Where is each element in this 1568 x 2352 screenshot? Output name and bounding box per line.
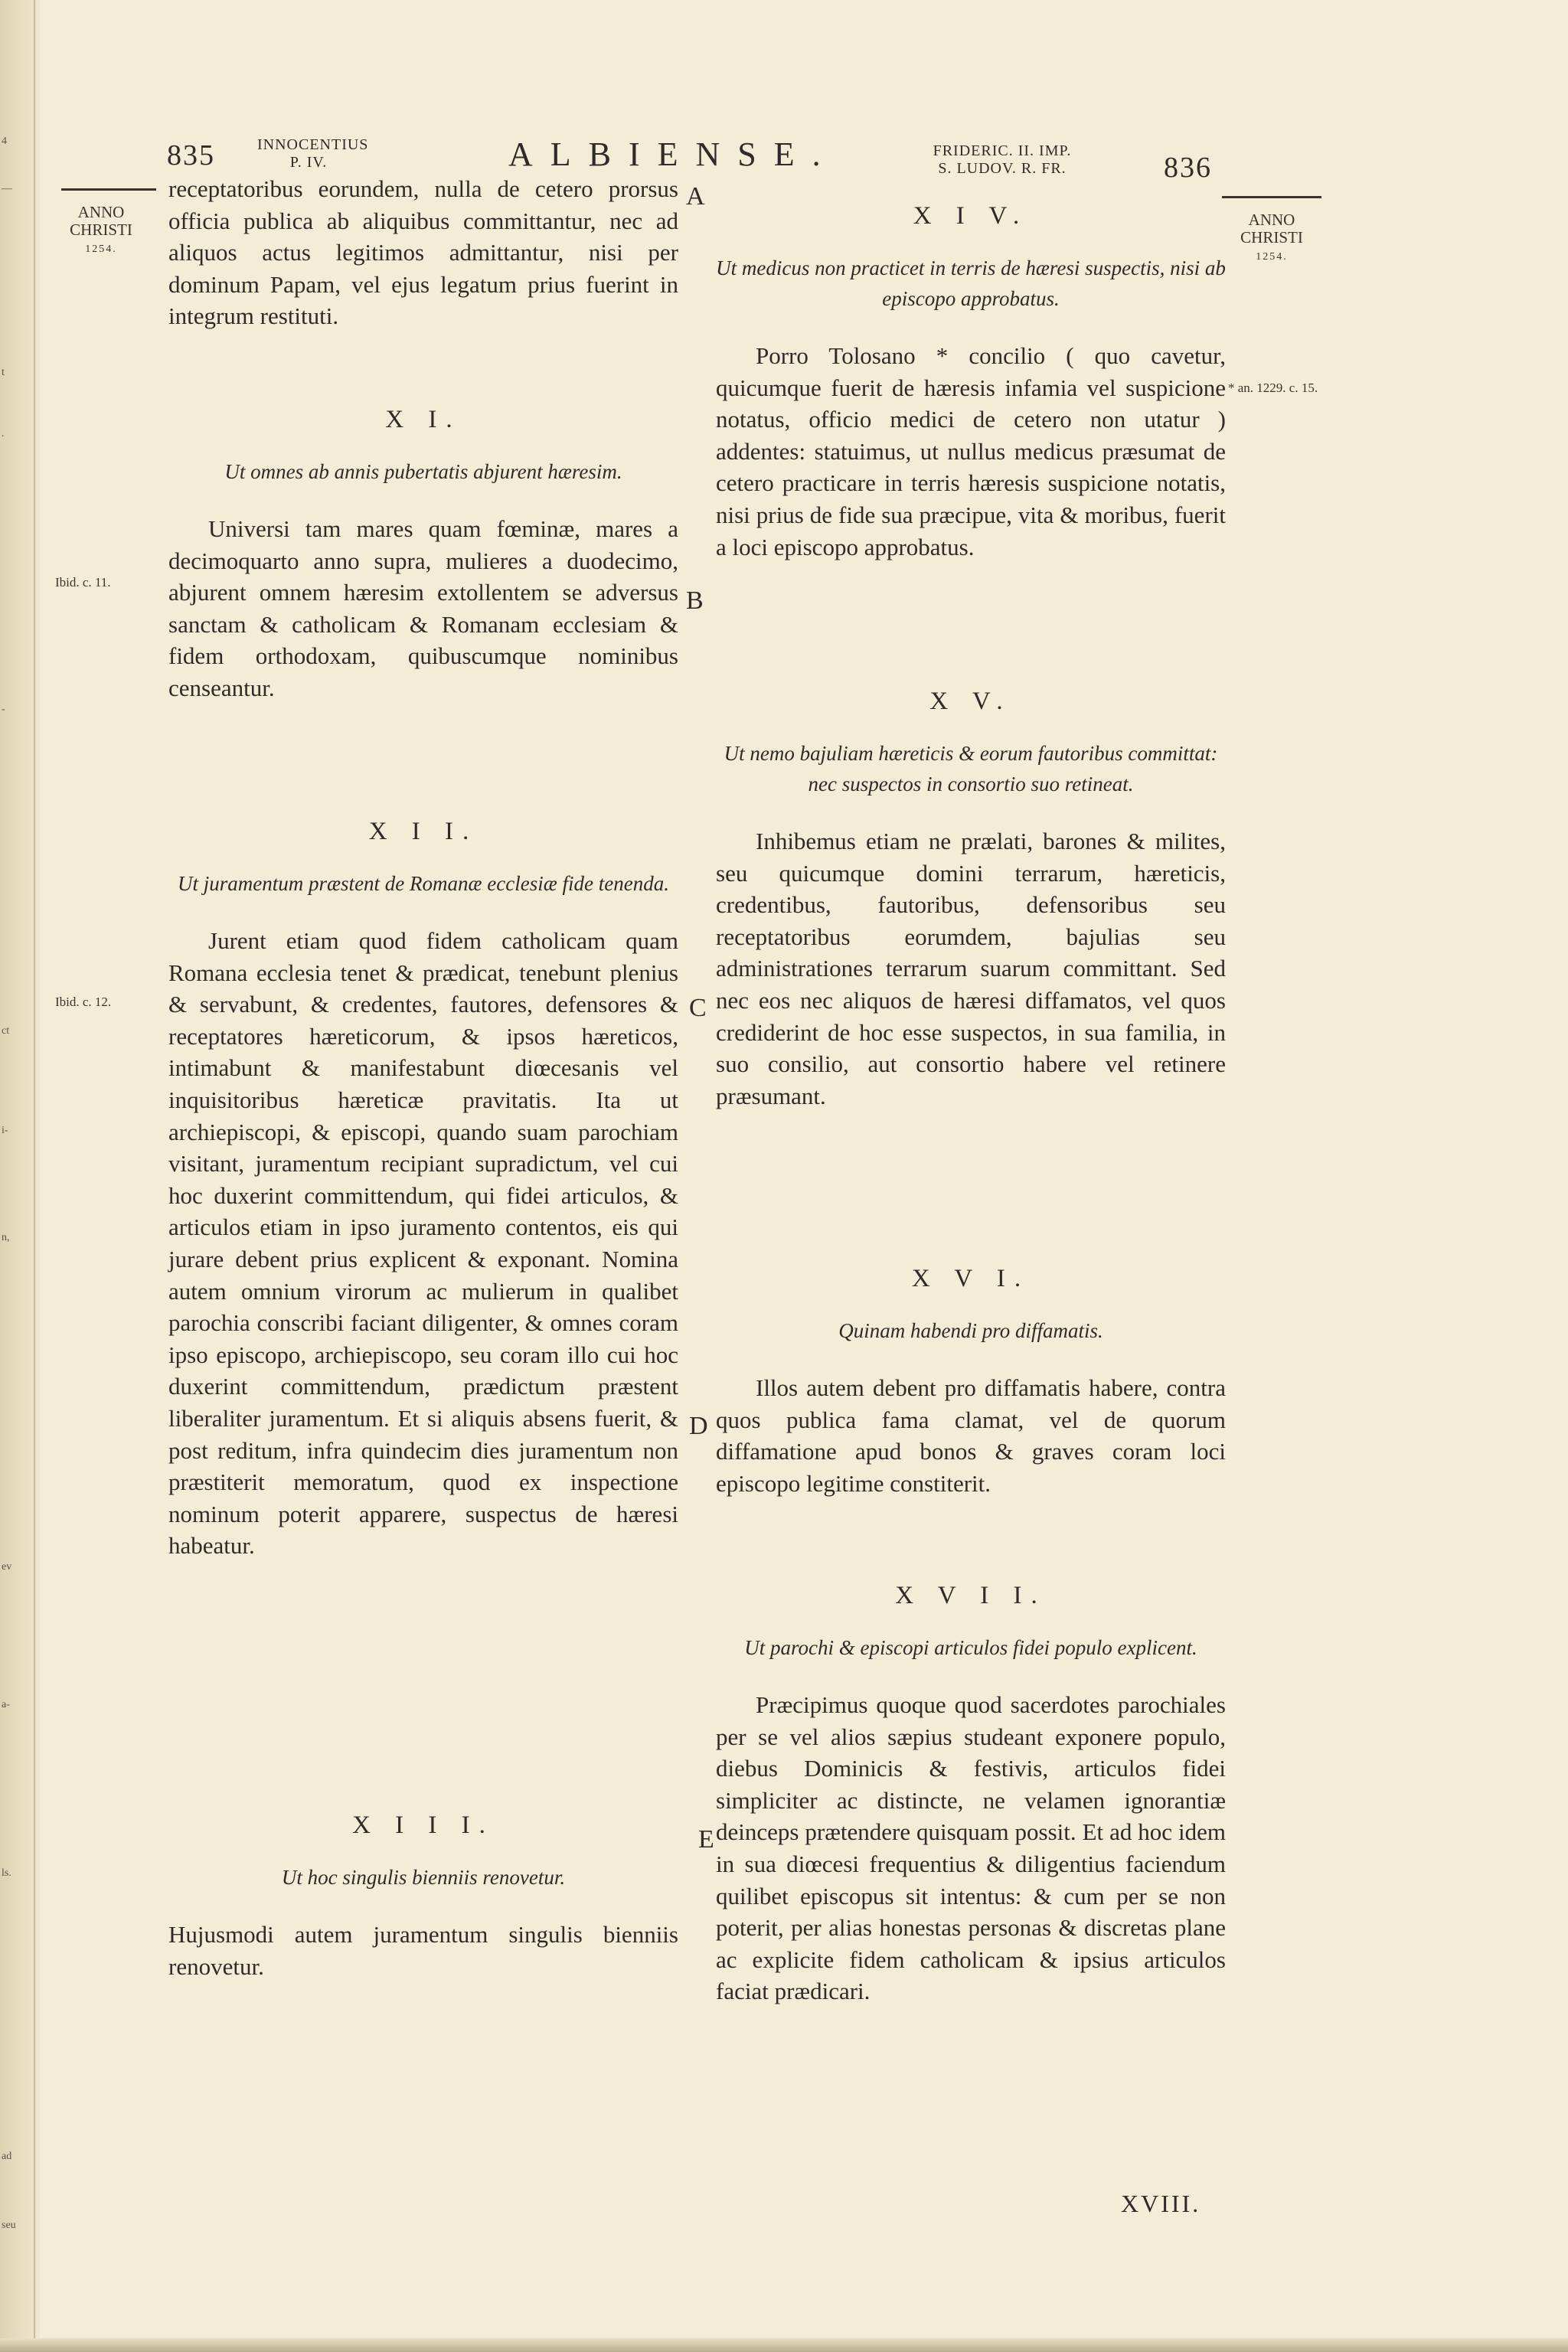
section-body: Jurent etiam quod fidem catholicam quam Romana ecclesia tenet & prædicat, tenebunt plenius & servabunt, & credentes, fautores, defensores & receptatores hæreticorum, & ipsos hæreticos, intimabunt & manifestabunt diœcesanis vel inquisitoribus hæreticæ pravitatis. Ita ut archiepiscopi, & episcopi, quando suam parochiam visitant, juramentum recipiant supradictum, vel cui hoc duxerint committendum, qui fidei articulos, & articulos etiam in ipso juramento contentos, eis qui jurare debent prius explicent & exponant. Nomina autem omnium virorum ac mulierum in qualibet parochia conscribi faciant diligenter, & omnes coram ipso episcopo, archiepiscopo, seu coram illo cui hoc duxerint committendum, prædictum præstent liberaliter juramentum. Et si aliquis absens fuerit, & post reditum, infra quindecim dies juramentum non præstiterit memoratum, quod ex inspectione nominum poterit apparere, suspectus de hæresi habeatur. xyxy=(168,927,678,1560)
gutter-mark: i- xyxy=(2,1125,8,1136)
section-body: Præcipimus quoque quod sacerdotes parochiales per se vel alios sæpius studeant exponere populo, diebus Dominicis & festivis, articulos fidei simpliciter ac distincte, ne velamen ignorantiæ deinceps prætendere quisquam possit. Et ad hoc idem in sua diœcesi frequentius & diligentius faciendum quilibet episcopus sit intentus: & cum per se non poterit, per alias honestas personas & discretas plane ac explicite fidem catholicam & ipsius articulos faciat prædicari. xyxy=(716,1691,1226,2005)
christi-label: CHRISTI xyxy=(1240,228,1303,247)
left-header-rule xyxy=(61,188,156,191)
section-body: Hujusmodi autem juramentum singulis bienniis renovetur. xyxy=(168,1921,678,1980)
section-number: X I V. xyxy=(913,202,1029,230)
section-xvi xyxy=(716,1263,1226,1499)
year-label: 1254. xyxy=(85,243,117,255)
gutter-mark: t xyxy=(2,367,5,378)
gutter-mark: 4 xyxy=(2,136,7,147)
section-xi xyxy=(168,404,678,704)
section-letter-e: E xyxy=(698,1825,714,1854)
page-title: ALBIENSE. xyxy=(508,136,838,173)
left-running-head xyxy=(257,136,369,172)
gutter-mark: ev xyxy=(2,1561,12,1573)
section-letter-a: A xyxy=(686,182,705,211)
section-number: X I I. xyxy=(368,818,479,845)
gutter-mark: . xyxy=(2,428,5,439)
margin-note-ibid-12: Ibid. c. 12. xyxy=(55,995,112,1009)
left-anno-christi xyxy=(60,204,142,256)
section-xvii xyxy=(716,1580,1226,2007)
section-xiv xyxy=(716,201,1226,563)
section-number: X I. xyxy=(385,406,462,433)
section-title: Ut nemo bajuliam hæreticis & eorum fautoribus committat: nec suspectos in consortio suo retineat. xyxy=(724,742,1218,795)
right-header-rule xyxy=(1222,196,1321,198)
running-head-line: S. LUDOV. R. FR. xyxy=(938,160,1067,177)
margin-note-ibid-11: Ibid. c. 11. xyxy=(55,575,111,590)
running-head-line: FRIDERIC. II. IMP. xyxy=(933,142,1072,159)
gutter-mark: ls. xyxy=(2,1867,11,1879)
section-xii xyxy=(168,816,678,1562)
gutter-mark: n, xyxy=(2,1232,10,1243)
section-number: X V I I. xyxy=(895,1582,1047,1609)
gutter-mark: ad xyxy=(2,2151,12,2162)
gutter-mark: a- xyxy=(2,1699,10,1710)
margin-note-council-1229: * an. 1229. c. 15. xyxy=(1228,381,1318,395)
section-body: Illos autem debent pro diffamatis habere, contra quos publica fama clamat, vel de quorum diffamatione apud bonos & graves coram loci episcopo legitime constiterit. xyxy=(716,1374,1226,1497)
section-body: Universi tam mares quam fœminæ, mares a decimoquarto anno supra, mulieres a duodecimo, abjurent omnem hæresim extollentem se adversus sanctam & catholicam & Romanam ecclesiam & fidem orthodoxam, quibuscumque nominibus censeantur. xyxy=(168,515,678,701)
section-xiii xyxy=(168,1810,678,1982)
section-number: X I I I. xyxy=(352,1811,495,1839)
section-number: X V. xyxy=(929,688,1012,715)
right-anno-christi xyxy=(1228,211,1315,263)
section-xv xyxy=(716,686,1226,1112)
section-letter-b: B xyxy=(686,586,704,615)
section-title: Ut parochi & episcopi articulos fidei populo explicent. xyxy=(744,1636,1197,1659)
section-letter-d: D xyxy=(689,1412,708,1440)
catchword: XVIII. xyxy=(1121,2190,1201,2217)
right-running-head xyxy=(906,142,1098,178)
section-body: Porro Tolosano * concilio ( quo cavetur, quicumque fuerit de hæresis infamia vel suspicione notatus, officio medici de cetero non utatur ) addentes: statuimus, ut nullus medicus præsumat de cetero practicare in terris hæresis suspicione notatis, nisi prius de fide sua præcipue, vita & moribus, fuerit a loci episcopo approbatus. xyxy=(716,342,1226,560)
section-title: Ut juramentum præstent de Romanæ ecclesiæ fide tenenda. xyxy=(178,872,669,895)
section-letter-c: C xyxy=(689,994,707,1022)
gutter-mark: seu xyxy=(2,2220,16,2231)
section-title: Ut medicus non practicet in terris de hæresi suspectis, nisi ab episcopo approbatus. xyxy=(716,256,1226,310)
section-title: Ut hoc singulis bienniis renovetur. xyxy=(281,1866,566,1889)
continuation-paragraph: receptatoribus eorundem, nulla de cetero prorsus officia publica ab aliquibus committantur, nec ad aliquos actus legitimos admittantur, nisi per dominum Papam, vel ejus legatum prius fuerint in integrum restituti. xyxy=(168,175,678,330)
section-body: Inhibemus etiam ne prælati, barones & milites, seu quicumque domini terrarum, hæreticis, credentibus, fautoribus, defensoribus seu receptatoribus eorumdem, bajulias seu administrationes terrarum suarum committant. Sed nec eos nec aliquos de hæresi diffamatos, vel quos crediderint de hoc esse suspectos, in sua familia, in suo consilio, aut consortio habere vel retinere præsumant. xyxy=(716,828,1226,1109)
section-number: X V I. xyxy=(911,1265,1031,1292)
christi-label: CHRISTI xyxy=(70,220,132,239)
section-title: Quinam habendi pro diffamatis. xyxy=(838,1319,1103,1342)
gutter-mark: ct xyxy=(2,1025,10,1037)
anno-label: ANNO xyxy=(1248,211,1295,229)
running-head-line: P. IV. xyxy=(289,154,328,171)
left-page-number: 835 xyxy=(167,139,215,172)
anno-label: ANNO xyxy=(77,203,125,221)
year-label: 1254. xyxy=(1256,251,1288,263)
running-head-line: INNOCENTIUS xyxy=(257,136,369,153)
page-bottom-edge xyxy=(0,2338,1568,2352)
section-title: Ut omnes ab annis pubertatis abjurent hæresim. xyxy=(224,460,622,483)
right-page-number: 836 xyxy=(1164,152,1212,184)
gutter-fold-line xyxy=(34,0,35,2352)
gutter-mark: — xyxy=(2,183,12,194)
binding-gutter xyxy=(0,0,40,2352)
gutter-mark: - xyxy=(2,704,5,715)
